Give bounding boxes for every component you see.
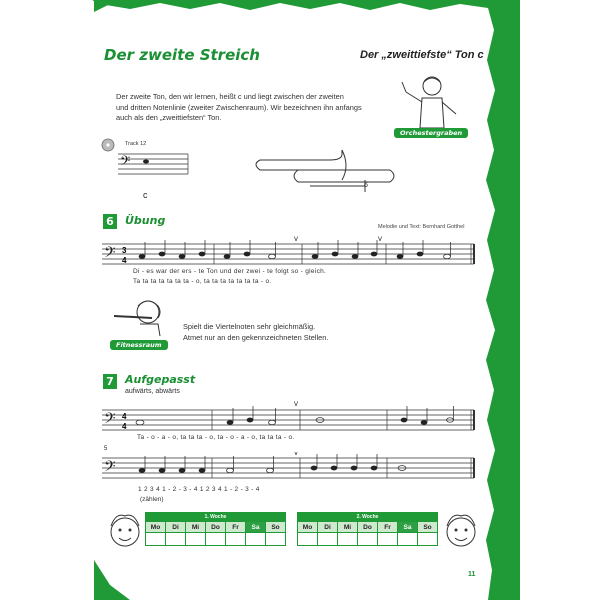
fitness-line: Spielt die Viertelnoten sehr gleichmäßig.: [183, 322, 316, 331]
day-header: Mi: [186, 522, 206, 533]
day-header: Di: [318, 522, 338, 533]
page-subtitle: Der „zweittiefste“ Ton c: [360, 49, 484, 61]
svg-text:3: 3: [122, 246, 127, 255]
week-label: 1. Woche: [146, 513, 286, 522]
day-header: So: [418, 522, 438, 533]
svg-text:𝄢: 𝄢: [104, 410, 116, 430]
practice-cell[interactable]: [166, 533, 186, 546]
day-header: Mo: [298, 522, 318, 533]
fitness-line: Atmet nur an den gekennzeichneten Stellen.: [183, 332, 329, 342]
intro-line: auch als den „zweittiefsten“ Ton.: [116, 113, 222, 123]
exercise-title: Aufgepasst: [125, 373, 196, 386]
svg-text:4: 4: [122, 412, 127, 421]
conductor-illustration: [400, 74, 464, 130]
practice-cell[interactable]: [398, 533, 418, 546]
orchestergraben-badge: Orchestergraben: [394, 128, 468, 138]
track-label: Track 12: [125, 141, 147, 147]
fitnessraum-badge: Fitnessraum: [110, 340, 168, 350]
day-header: So: [266, 522, 286, 533]
bar-number: 5: [104, 446, 108, 452]
practice-table-week2: [297, 512, 438, 546]
exercise7-lyrics-row1: Ta - o - a - o, ta ta ta - o, ta - o - a - o, ta ta ta - o.: [137, 434, 295, 441]
svg-text:V: V: [378, 237, 383, 243]
practice-cell[interactable]: [266, 533, 286, 546]
practice-cell[interactable]: [206, 533, 226, 546]
practice-cell[interactable]: [146, 533, 166, 546]
position-number: 6: [364, 182, 368, 189]
exercise-number: 6: [103, 214, 117, 229]
intro-line: und dritten Notenlinie (zweiter Zwischenraum). Wir bezeichnen ihn anfangs: [116, 102, 362, 112]
exercise7-counts-row2: 1 2 3 4 1 - 2 - 3 - 4 1 2 3 4 1 - 2 - 3 - 4: [138, 486, 260, 493]
day-header: Di: [166, 522, 186, 533]
exercise-title: Übung: [125, 214, 166, 227]
practice-cell[interactable]: [418, 533, 438, 546]
note-name: c: [143, 190, 148, 200]
day-header: Sa: [398, 522, 418, 533]
svg-text:V: V: [294, 237, 299, 243]
svg-text:V: V: [294, 452, 299, 457]
practice-cell[interactable]: [298, 533, 318, 546]
day-header: Fr: [378, 522, 398, 533]
trombone-illustration: [250, 148, 400, 198]
svg-text:𝄢: 𝄢: [104, 458, 116, 478]
practice-table-week1: [145, 512, 286, 546]
practice-cell[interactable]: [358, 533, 378, 546]
svg-text:𝄢: 𝄢: [120, 155, 131, 172]
day-header: Sa: [246, 522, 266, 533]
week-label: 2. Woche: [298, 513, 438, 522]
practice-cell[interactable]: [318, 533, 338, 546]
practice-cell[interactable]: [186, 533, 206, 546]
flute-player-illustration: [112, 296, 168, 336]
count-label: (zählen): [140, 496, 164, 503]
exercise-number: 7: [103, 374, 117, 389]
day-header: Do: [206, 522, 226, 533]
svg-text:4: 4: [122, 256, 127, 265]
svg-text:4: 4: [122, 422, 127, 431]
page-title: Der zweite Streich: [104, 46, 260, 64]
kid-face-illustration-left: [106, 510, 144, 554]
exercise-subtitle: aufwärts, abwärts: [125, 388, 180, 395]
note-c-staff: [118, 150, 190, 182]
exercise7-staff-row1: [102, 398, 478, 434]
day-header: Fr: [226, 522, 246, 533]
day-header: Mo: [146, 522, 166, 533]
practice-cell[interactable]: [378, 533, 398, 546]
fitness-instructions: [183, 322, 443, 343]
cd-icon: [101, 138, 115, 152]
exercise-credit: Melodie und Text: Bernhard Gotthel: [378, 224, 465, 230]
exercise6-staff: [102, 236, 478, 272]
svg-text:𝄢: 𝄢: [104, 244, 116, 264]
practice-cell[interactable]: [338, 533, 358, 546]
page-number: 11: [468, 571, 476, 578]
practice-cell[interactable]: [226, 533, 246, 546]
day-header: Mi: [338, 522, 358, 533]
svg-text:V: V: [294, 402, 299, 408]
exercise7-staff-row2: [102, 452, 478, 488]
practice-cell[interactable]: [246, 533, 266, 546]
intro-line: Der zweite Ton, den wir lernen, heißt c und liegt zwischen der zweiten: [116, 92, 344, 101]
kid-face-illustration-right: [442, 510, 480, 554]
exercise6-lyrics: Di - es war der ers - te Ton und der zwei - te folgt so - gleich.: [133, 268, 327, 275]
exercise6-rhythm: Ta ta ta ta ta ta ta - o, ta ta ta ta ta ta ta - o.: [133, 278, 272, 285]
intro-paragraph: [116, 92, 386, 124]
day-header: Do: [358, 522, 378, 533]
